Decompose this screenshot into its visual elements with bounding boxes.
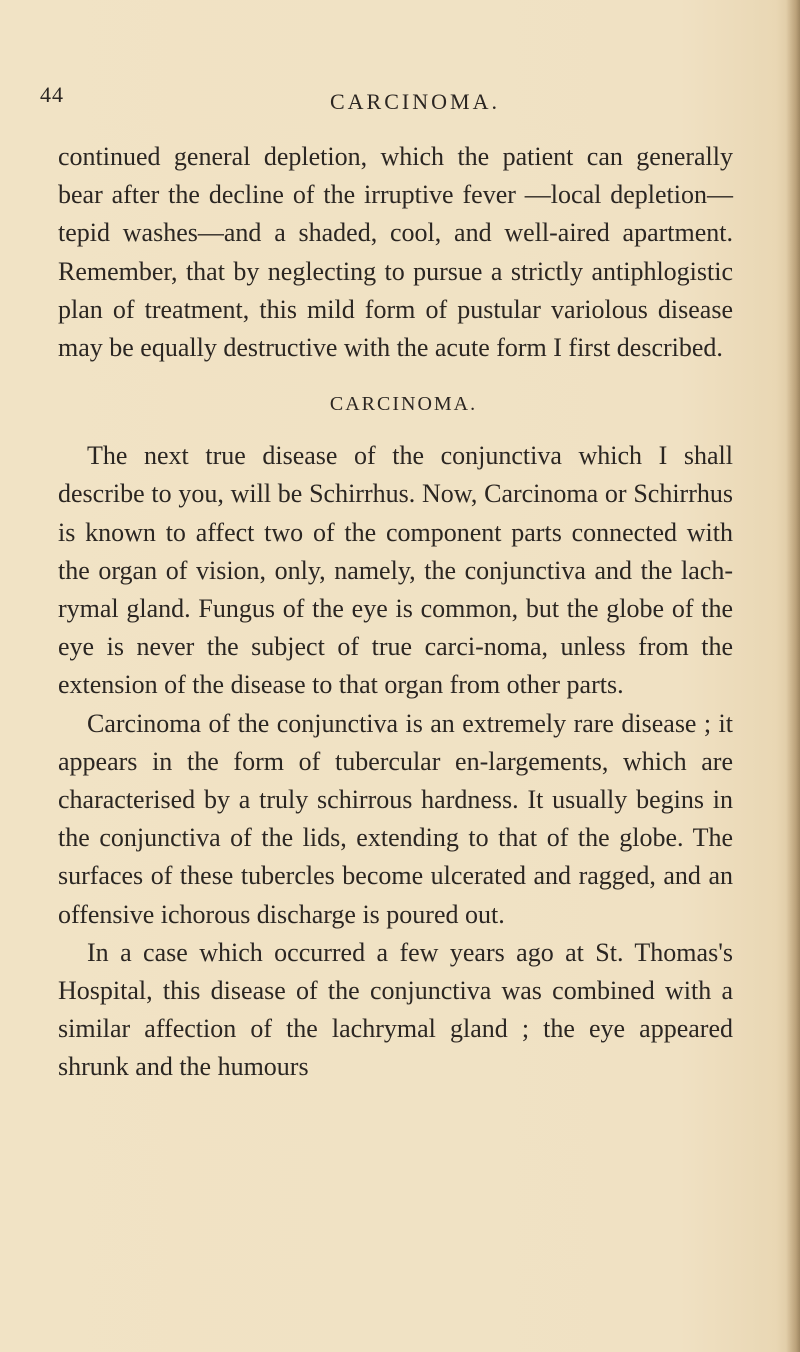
body-text bbox=[58, 138, 733, 1087]
running-head: CARCINOMA. bbox=[330, 89, 500, 114]
page-number: 44 bbox=[40, 82, 64, 107]
section-heading: CARCINOMA. bbox=[329, 393, 478, 416]
page-edge-shadow bbox=[786, 0, 800, 1352]
paragraph: Carcinoma of the conjunctiva is an extremely rare disease ; it appears in the form of tubercular en-largements, which are characterised by a truly schirrous hardness. It usually begins in the conjunctiva of the lids, extending to that of the globe. The surfaces of these tubercles become ulcerated and ragged, and an offensive ichorous discharge is poured out. bbox=[58, 708, 733, 929]
paragraph: In a case which occurred a few years ago at St. Thomas's Hospital, this disease of the conjunctiva was combined with a similar affection of the lachrymal gland ; the eye appeared shrunk and the humours bbox=[58, 937, 733, 1082]
page-header bbox=[0, 82, 800, 122]
paragraph: The next true disease of the conjunctiva which I shall describe to you, will be Schirrhus. Now, Carcinoma or Schirrhus is known to affect two of the component parts connected with the organ of vision, only, namely, the conjunctiva and the lach-rymal gland. Fungus of the eye is common, but the globe of the eye is never the subject of true carci-noma, unless from the extension of the disease to that organ from other parts. bbox=[58, 441, 733, 700]
paragraph: continued general depletion, which the patient can generally bear after the decline of the irruptive fever —local depletion—tepid washes—and a shaded, cool, and well-aired apartment. Remember, that by neglecting to pursue a strictly antiphlogistic plan of treatment, this mild form of pustular variolous disease may be equally destructive with the acute form I first described. bbox=[58, 142, 733, 363]
